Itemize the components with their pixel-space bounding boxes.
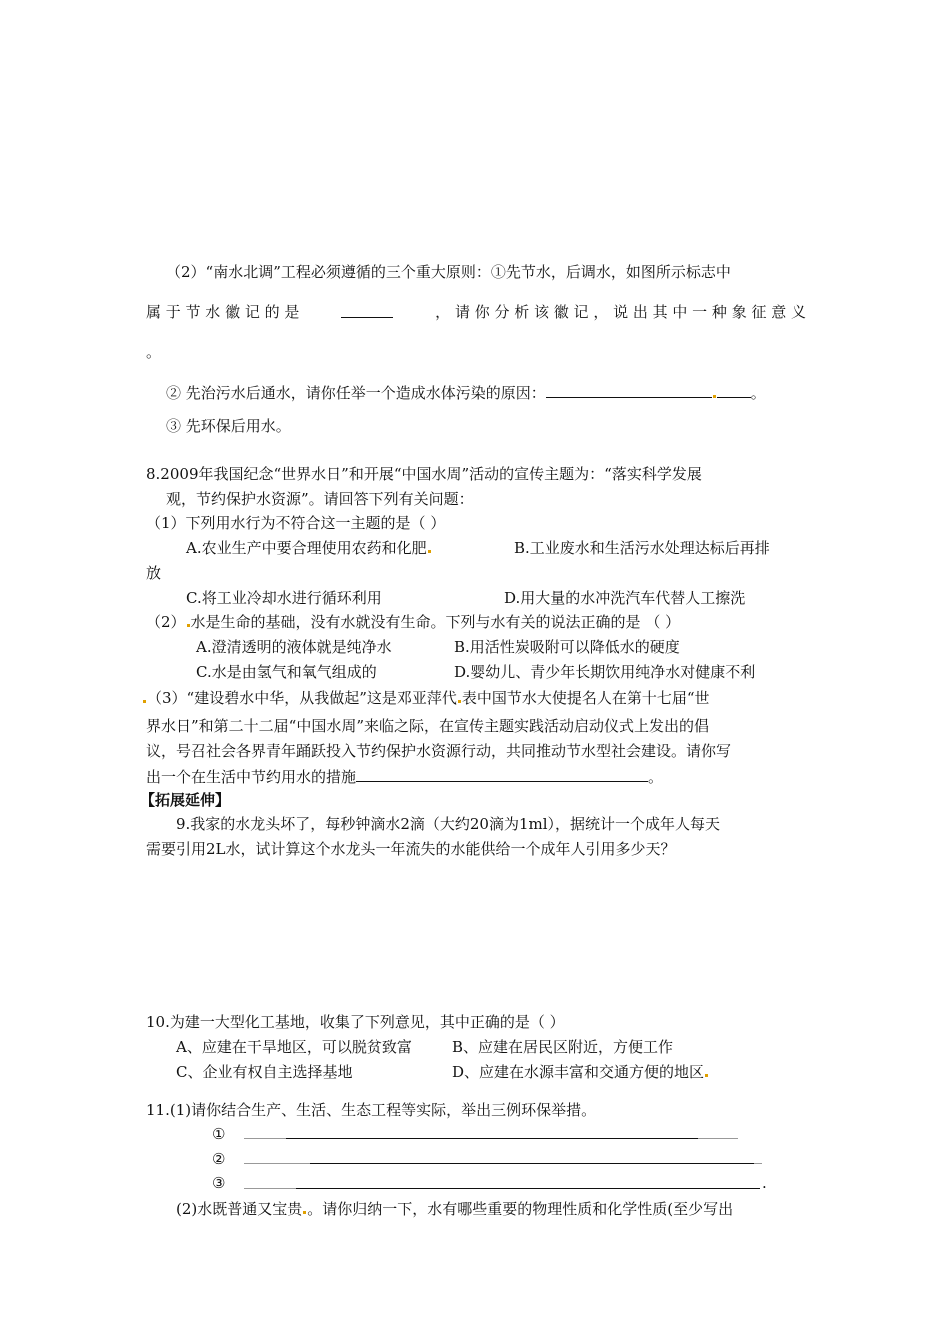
- q8-sub3-line4: [146, 766, 663, 787]
- extension-heading: [140, 790, 230, 810]
- q8-sub1-option-d-text: D.用大量的水冲洗汽车代替人工擦洗: [504, 589, 746, 607]
- q11-item3-end-text: .: [762, 1174, 767, 1192]
- q9-text1: 9.我家的水龙头坏了，每秒钟滴水2滴（大约20滴为1ml），据统计一个成年人每天: [176, 815, 721, 833]
- q7-clause2-end: 。: [750, 384, 766, 402]
- q8-intro-line1: [146, 464, 702, 484]
- q8-sub3-end: 。: [648, 768, 664, 786]
- q10-stem-text: 10.为建一大型化工基地，收集了下列意见，其中正确的是（ ）: [146, 1013, 565, 1031]
- q10-option-a: [176, 1037, 412, 1057]
- q9-text2: 需要引用2L水，试计算这个水龙头一年流失的水能供给一个成年人引用多少天？: [146, 840, 676, 858]
- q8-sub1-stem: [146, 513, 445, 533]
- q8-sub2-option-b: [454, 637, 680, 657]
- q10-option-b: [452, 1037, 673, 1057]
- q11-item3-end: [762, 1173, 767, 1193]
- q11-item3-blank-start: [244, 1188, 296, 1189]
- q11-item3-blank[interactable]: [296, 1188, 760, 1189]
- q10-option-d-text: D、应建在水源丰富和交通方便的地区: [452, 1063, 705, 1081]
- q11-item2-blank[interactable]: [310, 1163, 754, 1164]
- q10-option-a-text: A、应建在干旱地区，可以脱贫致富: [176, 1038, 412, 1056]
- q11-item2-blank-start: [244, 1163, 310, 1164]
- q9-line2: [146, 839, 676, 859]
- q8-sub2-option-d: [454, 662, 755, 682]
- mark-dot: [458, 700, 461, 703]
- q8-sub3-text3: 议，号召社会各界青年踊跃投入节约保护水资源行动，共同推动节水型社会建设。请你写: [146, 742, 732, 760]
- q8-sub2-option-c-text: C.水是由氢气和氧气组成的: [196, 663, 377, 681]
- q10-option-c: [176, 1062, 352, 1082]
- extension-heading-text: 【拓展延伸】: [140, 791, 231, 809]
- q8-sub1-option-a: [186, 538, 432, 558]
- q8-sub2-option-d-text: D.婴幼儿、青少年长期饮用纯净水对健康不利: [454, 663, 756, 681]
- q8-sub2-text: 水是生命的基础，没有水就没有生命。下列与水有关的说法正确的是 （ ）: [190, 613, 681, 631]
- q7-part2-text2a: 属 于 节 水 徽 记 的 是: [146, 303, 300, 321]
- q11-stem: [146, 1100, 596, 1120]
- q10-option-c-text: C、企业有权自主选择基地: [176, 1063, 353, 1081]
- q11-item1-blank-start: [244, 1138, 286, 1139]
- q10-option-b-text: B、应建在居民区附近，方便工作: [452, 1038, 674, 1056]
- q8-sub2-stem: [146, 612, 680, 632]
- q10-option-d: [452, 1062, 709, 1082]
- q7-emblem-blank[interactable]: [341, 302, 393, 318]
- mark-dot: [713, 395, 716, 398]
- q8-intro-text1: 8.2009年我国纪念“世界水日”和开展“中国水周”活动的宣传主题为：“落实科学发展: [146, 465, 702, 483]
- q8-sub3-text1b: 表中国节水大使提名人在第十七届“世: [461, 689, 710, 707]
- mark-dot: [428, 550, 431, 553]
- q9-line1: [176, 814, 720, 834]
- q8-intro-text2: 观，节约保护水资源”。请回答下列有关问题：: [166, 490, 474, 508]
- q8-sub1-option-b-text: B.工业废水和生活污水处理达标后再排: [514, 539, 770, 557]
- q8-sub3-line3: [146, 741, 731, 761]
- q8-sub3-line1: [142, 688, 710, 708]
- q7-clause2-text: ② 先治污水后通水，请你任举一个造成水体污染的原因：: [166, 384, 546, 402]
- q8-sub2-prefix: （2）: [146, 613, 186, 631]
- q8-sub3-text4: 出一个在生活中节约用水的措施: [146, 768, 357, 786]
- q7-clause3: [166, 416, 291, 436]
- q7-clause2: [166, 382, 766, 403]
- mark-dot: [705, 1074, 708, 1077]
- q8-sub1-option-b-wrap-text: 放: [146, 564, 162, 582]
- q7-part2-line3: [146, 342, 161, 362]
- q11-item2-label: ②: [212, 1150, 226, 1168]
- q11-item1-number: [212, 1124, 225, 1144]
- q7-part2-text2b: ， 请 你 分 析 该 徽 记 ， 说 出 其 中 一 种 象 征 意 义: [435, 303, 806, 321]
- q8-sub1-option-c: [186, 588, 382, 608]
- q11-item1-label: ①: [212, 1125, 226, 1143]
- q8-sub2-option-a-text: A.澄清透明的液体就是纯净水: [196, 638, 392, 656]
- mark-dot: [187, 624, 190, 627]
- q8-sub2-option-b-text: B.用活性炭吸附可以降低水的硬度: [454, 638, 680, 656]
- q11-item2-number: [212, 1149, 225, 1169]
- q11-part2-text-b: 。请你归纳一下，水有哪些重要的物理性质和化学性质(至少写出: [307, 1200, 734, 1218]
- q8-sub2-option-c: [196, 662, 377, 682]
- q7-part2-text1: （2）“南水北调”工程必须遵循的三个重大原则：①先节水，后调水，如图所示标志中: [166, 263, 731, 281]
- q8-saving-measure-blank[interactable]: [356, 766, 648, 782]
- q11-item3-number: [212, 1173, 225, 1193]
- mark-dot: [143, 700, 146, 703]
- q8-sub1-option-b: [514, 538, 770, 558]
- q7-part2-text3: 。: [146, 343, 162, 361]
- q8-sub1-option-a-text: A.农业生产中要合理使用农药和化肥: [186, 539, 427, 557]
- q11-part2-text: (2)水既普通又宝贵: [176, 1200, 303, 1218]
- q7-clause3-text: ③ 先环保后用水。: [166, 417, 291, 435]
- q7-part2-line1: [166, 262, 731, 282]
- q8-sub1-option-c-text: C.将工业冷却水进行循环利用: [186, 589, 382, 607]
- mark-dot: [303, 1211, 306, 1214]
- q8-sub3-text1: （3）“建设碧水中华，从我做起”这是邓亚萍代: [147, 689, 457, 707]
- q7-pollution-blank-tail[interactable]: [717, 382, 751, 398]
- q8-sub2-option-a: [196, 637, 392, 657]
- q8-sub3-line2: [146, 716, 709, 736]
- q8-intro-line2: [166, 489, 474, 509]
- q8-sub3-text2: 界水日”和第二十二届“中国水周”来临之际，在宣传主题实践活动启动仪式上发出的倡: [146, 717, 710, 735]
- q11-stem-text: 11.(1)请你结合生产、生活、生态工程等实际，举出三例环保举措。: [146, 1101, 597, 1119]
- q11-item3-label: ③: [212, 1174, 226, 1192]
- q11-part2-line: [176, 1199, 733, 1219]
- q8-sub1-text: （1）下列用水行为不符合这一主题的是（ ）: [146, 514, 446, 532]
- q8-sub1-option-d: [504, 588, 745, 608]
- q11-item1-blank[interactable]: [286, 1138, 698, 1139]
- q11-item2-blank-end: [754, 1163, 762, 1164]
- q7-pollution-blank[interactable]: [546, 382, 712, 398]
- q11-item1-blank-end: [698, 1138, 738, 1139]
- q8-sub1-option-b-wrap: [146, 563, 161, 583]
- q10-stem: [146, 1012, 565, 1032]
- q7-part2-line2: [146, 302, 806, 322]
